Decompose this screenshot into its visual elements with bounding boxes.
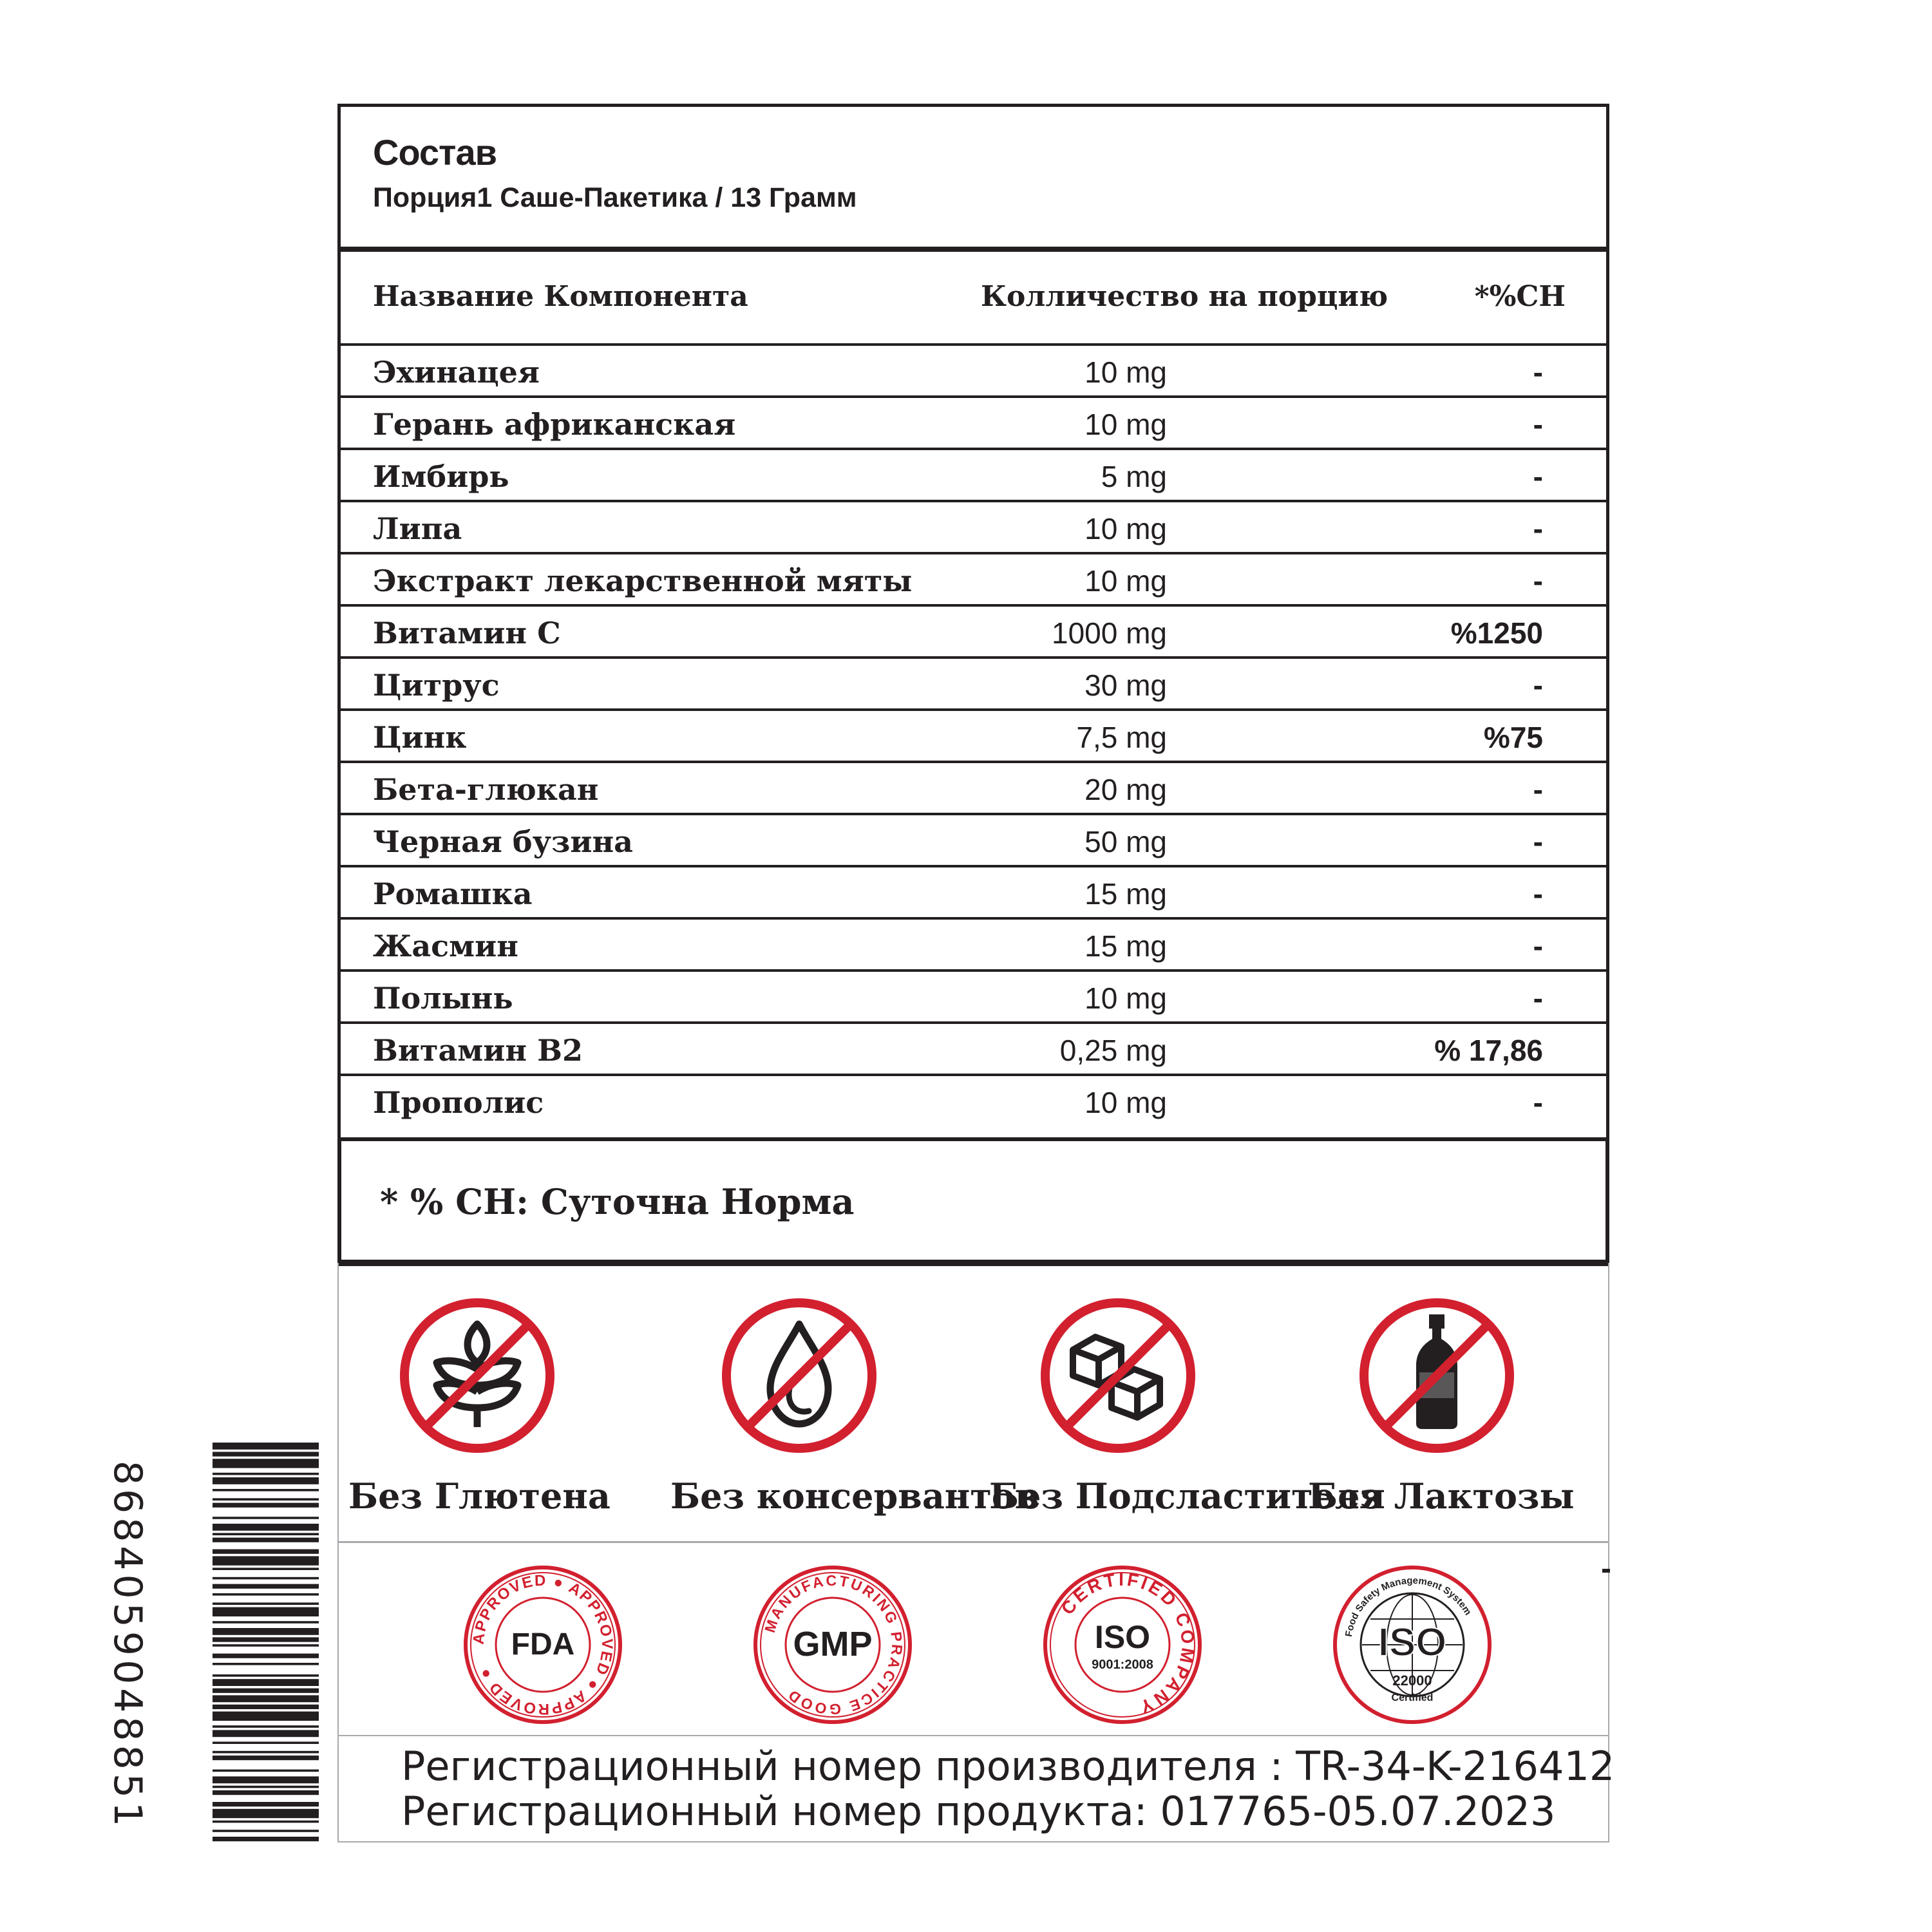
ingredient-name: Черная бузина <box>373 824 633 859</box>
ingredient-name: Цитрус <box>373 668 500 703</box>
barcode-bar <box>213 1741 319 1744</box>
manufacturer-registration: Регистрационный номер производителя : TR-34-K-216412 <box>401 1743 1615 1790</box>
ingredient-name: Жасмин <box>373 929 518 963</box>
barcode-bar <box>213 1821 319 1823</box>
ingredient-name: Ромашка <box>373 876 533 911</box>
section-divider <box>339 1735 1608 1736</box>
column-header-dv: *%CH <box>1474 280 1566 313</box>
ingredient-amount: 10 mg <box>1084 981 1167 1015</box>
table-row <box>341 554 1606 607</box>
section-divider <box>339 1541 1608 1543</box>
ingredient-dv: %1250 <box>1450 616 1543 650</box>
barcode-bar <box>213 1637 319 1642</box>
no-sweetener-icon <box>1037 1295 1198 1456</box>
barcode-bar <box>213 1830 319 1832</box>
ingredient-dv: - <box>1533 877 1543 911</box>
table-row <box>341 1076 1606 1128</box>
ingredient-dv: - <box>1533 929 1543 963</box>
ingredient-name: Эхинацея <box>373 355 540 390</box>
ingredient-dv: - <box>1533 460 1543 493</box>
ingredient-dv: - <box>1533 564 1543 598</box>
iso9001-center-text: ISO <box>1094 1619 1151 1655</box>
barcode-bar <box>213 1790 319 1795</box>
ingredient-name: Экстракт лекарственной мяты <box>373 564 913 598</box>
free-from-label: Без Лактозы <box>1308 1475 1575 1517</box>
free-from-lactose <box>1308 1295 1575 1517</box>
free-from-gluten <box>348 1295 611 1517</box>
ingredient-amount: 10 mg <box>1084 512 1167 545</box>
edge-tick-mark <box>1602 1569 1610 1573</box>
ingredient-name: Герань африканская <box>373 407 736 442</box>
barcode-bar <box>213 1679 319 1686</box>
no-preservatives-icon <box>719 1295 880 1456</box>
serving-size: Порция1 Саше-Пакетика / 13 Грамм <box>373 182 857 213</box>
ingredient-amount: 1000 mg <box>1051 616 1167 650</box>
barcode-bar <box>213 1654 319 1658</box>
iso22000-ring-text: Food Safety Management System <box>1343 1575 1473 1638</box>
table-row <box>341 1024 1606 1076</box>
gmp-seal <box>752 1564 913 1725</box>
ingredient-name: Цинк <box>373 720 467 755</box>
barcode-bar <box>213 1584 319 1589</box>
table-row <box>341 920 1606 972</box>
no-lactose-icon <box>1356 1295 1517 1456</box>
table-row <box>341 972 1606 1024</box>
barcode-bar <box>213 1674 319 1677</box>
barcode-bar <box>213 1705 319 1709</box>
table-row <box>341 346 1606 398</box>
ingredient-amount: 30 mg <box>1084 668 1167 702</box>
barcode-bar <box>213 1524 319 1531</box>
barcode-bar <box>213 1443 319 1450</box>
barcode-bar <box>213 1452 319 1456</box>
table-row <box>341 450 1606 502</box>
table-row <box>341 867 1606 920</box>
iso-22000-seal <box>1332 1564 1493 1725</box>
ingredient-amount: 20 mg <box>1084 773 1167 806</box>
gmp-center-text: GMP <box>793 1625 873 1663</box>
barcode-bar <box>213 1473 319 1475</box>
lower-section <box>337 1263 1615 1842</box>
ingredient-amount: 10 mg <box>1084 1086 1167 1119</box>
column-header-name: Название Компонента <box>373 280 748 313</box>
ingredient-dv: - <box>1533 825 1543 858</box>
iso9001-ring-text: CERTIFIED COMPANY <box>1057 1569 1198 1718</box>
barcode-bar <box>213 1477 319 1484</box>
ingredient-dv: - <box>1533 668 1543 702</box>
fda-ring-text: APPROVED ● APPROVED ● APPROVED ● <box>469 1571 616 1718</box>
barcode-bar <box>213 1459 319 1468</box>
barcode-bar <box>213 1538 319 1542</box>
footnote-text: * % CH: Суточна Норма <box>380 1181 855 1222</box>
barcode-bar <box>213 1567 319 1570</box>
barcode-bar <box>213 1730 319 1737</box>
gmp-ring-text: MANUFACTURING PRACTICE GOOD <box>761 1571 906 1718</box>
ingredient-dv: - <box>1533 773 1543 806</box>
ingredient-amount: 0,25 mg <box>1059 1034 1167 1067</box>
barcode-bar <box>213 1489 319 1492</box>
ingredient-name: Полынь <box>373 981 513 1016</box>
barcode-bar <box>213 1593 319 1596</box>
table-row <box>341 502 1606 554</box>
column-header-amount: Колличество на порцию <box>981 280 1388 313</box>
ingredient-dv: - <box>1533 355 1543 389</box>
barcode-bar <box>213 1756 319 1760</box>
barcode-bar <box>213 1498 319 1501</box>
table-header <box>341 252 1606 346</box>
barcode-bar <box>213 1533 319 1535</box>
table-row <box>341 815 1606 867</box>
barcode-bar <box>213 1556 319 1565</box>
barcode-bar <box>213 1751 319 1754</box>
no-gluten-icon <box>397 1295 558 1456</box>
barcode-bar <box>213 1695 319 1702</box>
table-row <box>341 659 1606 711</box>
ingredient-amount: 15 mg <box>1084 877 1167 911</box>
free-from-label: Без Глютена <box>348 1475 611 1517</box>
ingredient-dv: %75 <box>1483 721 1543 754</box>
table-row <box>341 711 1606 763</box>
ingredient-dv: - <box>1533 512 1543 545</box>
ingredient-dv: - <box>1533 408 1543 441</box>
free-from-sweetener <box>989 1295 1385 1517</box>
iso-9001-seal <box>1042 1564 1203 1725</box>
footnote-box <box>337 1137 1609 1266</box>
barcode-bar <box>213 1725 319 1728</box>
composition-title: Состав <box>373 132 497 173</box>
barcode-bar <box>213 1809 319 1818</box>
ingredient-name: Прополис <box>373 1085 544 1120</box>
barcode-bar <box>213 1577 319 1580</box>
ingredient-amount: 50 mg <box>1084 825 1167 858</box>
iso22000-bottom-text: Certified <box>1391 1692 1434 1703</box>
barcode-bar <box>213 1770 319 1772</box>
ingredient-dv: - <box>1533 981 1543 1015</box>
barcode-bar <box>213 1776 319 1783</box>
composition-panel <box>337 104 1609 1263</box>
composition-header <box>341 107 1606 252</box>
free-from-label: Без консервантов <box>670 1475 1039 1517</box>
barcode-bar <box>213 1621 319 1624</box>
ingredient-name: Витамин C <box>373 616 561 650</box>
barcode-bar <box>213 1517 319 1519</box>
ingredient-amount: 10 mg <box>1084 564 1167 598</box>
barcode-bar <box>213 1607 319 1616</box>
ingredient-name: Липа <box>373 511 462 546</box>
ingredient-dv: % 17,86 <box>1434 1034 1543 1067</box>
ingredient-name: Имбирь <box>373 459 509 494</box>
ingredient-amount: 7,5 mg <box>1076 721 1167 754</box>
barcode-bar <box>213 1712 319 1721</box>
barcode-bar <box>213 1689 319 1693</box>
ingredient-amount: 15 mg <box>1084 929 1167 963</box>
barcode-bar <box>213 1663 319 1665</box>
barcode-bar <box>213 1644 319 1647</box>
table-row <box>341 763 1606 815</box>
barcode-digits-box <box>105 1443 155 1842</box>
barcode-bar <box>213 1802 319 1806</box>
table-row <box>341 398 1606 450</box>
ingredient-amount: 10 mg <box>1084 355 1167 389</box>
barcode-bar <box>213 1602 319 1605</box>
free-from-label: Без Подсластителя <box>989 1475 1385 1517</box>
iso22000-sub-text: 22000 <box>1392 1672 1432 1689</box>
iso9001-sub-text: 9001:2008 <box>1092 1658 1153 1672</box>
ingredient-name: Бета-глюкан <box>373 772 599 807</box>
ingredient-amount: 5 mg <box>1101 460 1167 493</box>
ingredient-name: Витамин B2 <box>373 1033 583 1068</box>
ingredient-dv: - <box>1533 1086 1543 1119</box>
iso22000-center-text: ISO <box>1378 1620 1447 1665</box>
barcode-bar <box>213 1503 319 1508</box>
product-registration: Регистрационный номер продукта: 017765-05.07.2023 <box>401 1788 1556 1835</box>
ingredient-table <box>341 346 1606 1128</box>
barcode-bar <box>213 1628 319 1635</box>
table-row <box>341 607 1606 659</box>
ingredient-amount: 10 mg <box>1084 408 1167 441</box>
free-from-preservatives <box>670 1295 1039 1517</box>
barcode-digits: 8684059048851 <box>105 1460 150 1831</box>
barcode-bar <box>213 1549 319 1554</box>
fda-center-text: FDA <box>511 1627 575 1662</box>
barcode-bar <box>213 1786 319 1788</box>
fda-approved-seal <box>462 1564 623 1725</box>
barcode-bar <box>213 1837 319 1841</box>
